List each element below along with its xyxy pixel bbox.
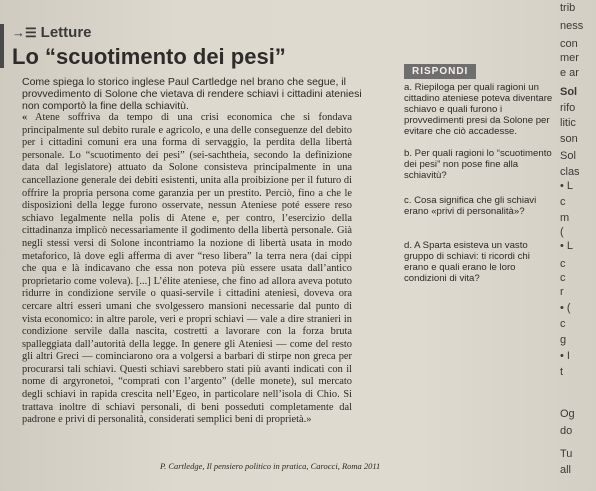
edge-fragment: Sol bbox=[560, 150, 576, 162]
edge-fragment: • L bbox=[560, 180, 574, 192]
edge-fragment: all bbox=[560, 464, 572, 476]
edge-fragment: ( bbox=[560, 226, 564, 238]
section-rule bbox=[0, 24, 4, 68]
next-page-edge bbox=[560, 0, 596, 491]
section-header bbox=[12, 24, 92, 41]
edge-fragment: litic bbox=[560, 117, 576, 129]
edge-fragment: g bbox=[560, 334, 567, 346]
edge-fragment: r bbox=[560, 286, 564, 298]
edge-fragment: mer bbox=[560, 52, 579, 64]
edge-fragment: Og bbox=[560, 408, 575, 420]
edge-fragment: c bbox=[560, 258, 566, 270]
citation: P. Cartledge, Il pensiero politico in pratica, Carocci, Roma 2011 bbox=[160, 461, 381, 471]
section-label: Letture bbox=[40, 24, 92, 41]
edge-fragment: • L bbox=[560, 240, 574, 252]
edge-fragment: t bbox=[560, 366, 564, 378]
edge-fragment: clas bbox=[560, 166, 580, 178]
edge-fragment: • ( bbox=[560, 302, 571, 314]
arrow-list-icon: →☰ bbox=[12, 24, 37, 40]
edge-fragment: • I bbox=[560, 350, 570, 362]
edge-fragment: e ar bbox=[560, 67, 579, 79]
edge-fragment: son bbox=[560, 133, 578, 145]
edge-fragment: Sol bbox=[560, 86, 578, 98]
edge-fragment: c bbox=[560, 272, 566, 284]
main-text: Atene soffriva da tempo di una crisi economica che si fondava principalmente sul debito rurale e agricolo, e una delle conseguenze del debito per i cittadini comuni era una forma di servaggio, la perdita della libertà personale. Lo “scuotimento dei pesi” (sei-sachtheia, secondo la definizione data dal legislatore) attuato da Solone consisteva principalmente in una cancellazione generale dei debiti esistenti, unita alla proibizione per il futuro di offrire la propria persona come garanzia per un prestito. Perciò, fino a che le disposizioni della legge furono osservate, nessun Ateniese poté essere reso schiavo legalmente nella polis di Atene e, per contro, l’esercizio della cittadinanza implicò necessariamente il godimento della libertà personale. Già negli stessi versi di Solone incontriamo la nozione di libertà usata in modo metaforico, là dove egli afferma di aver “reso libera” la terra nera (dai cippi che qua e là indicavano che essa non poteva più essere usata dall’antico proprietario come voleva). [...] L’élite ateniese, che fino ad allora aveva potuto ridurre in condizione servile o quasi-servile i cittadini ateniesi, doveva ora cercare altri esseri umani che svolgessero mansioni necessarie dal punto di vista economico: in altre parole, veri e propri schiavi — vale a dire stranieri in condizione servile dalla nascita, costretti a lavorare con la forza bruta spalleggiata dall’autorità della legge. In genere gli Ateniesi — come del resto gli altri Greci — cominciarono ora a volgersi a barbari di stirpe non greca per procurarsi tali schiavi. Questi schiavi sarebbero stati più avanti indicati con il nome di argyronetoi, “comprati con l’argento” (delle monete), sul mercato degli schiavi in rapida crescita nell’Egeo, in particolare nell’isola di Chio. Si trattava inoltre di schiavi personali, di beni posseduti completamente dal padrone e privi di personalità, considerati semplici beni di proprietà.» bbox=[22, 112, 352, 426]
question-a: a. Riepiloga per quali ragioni un cittadino ateniese poteva diventare schiavo e quali furono i provvedimenti presi da Solone per evitare che ciò accadesse. bbox=[404, 82, 553, 137]
edge-fragment: m bbox=[560, 212, 570, 224]
edge-fragment: ness bbox=[560, 20, 584, 32]
main-text-block bbox=[22, 112, 352, 427]
page-title: Lo “scuotimento dei pesi” bbox=[12, 44, 286, 69]
quote-mark: « bbox=[22, 112, 28, 123]
edge-fragment: c bbox=[560, 318, 566, 330]
question-b: b. Per quali ragioni lo “scuotimento dei pesi” non pose fine alla schiavitù? bbox=[404, 148, 552, 181]
edge-fragment: con bbox=[560, 38, 578, 50]
edge-fragment: trib bbox=[560, 2, 576, 14]
edge-fragment: rifo bbox=[560, 102, 576, 114]
question-c: c. Cosa significa che gli schiavi erano «privi di personalità»? bbox=[404, 195, 537, 217]
edge-fragment: Tu bbox=[560, 448, 573, 460]
intro-text: Come spiega lo storico inglese Paul Cartledge nel brano che segue, il provvedimento di Solone che vietava di rendere schiavi i cittadini ateniesi non comportò la fine della schiavitù. bbox=[22, 76, 362, 112]
rispondi-badge: RISPONDI bbox=[404, 64, 476, 79]
edge-fragment: c bbox=[560, 196, 566, 208]
question-d: d. A Sparta esisteva un vasto gruppo di schiavi: ti ricordi chi erano e quali erano le loro condizioni di vita? bbox=[404, 240, 530, 284]
edge-fragment: do bbox=[560, 425, 573, 437]
